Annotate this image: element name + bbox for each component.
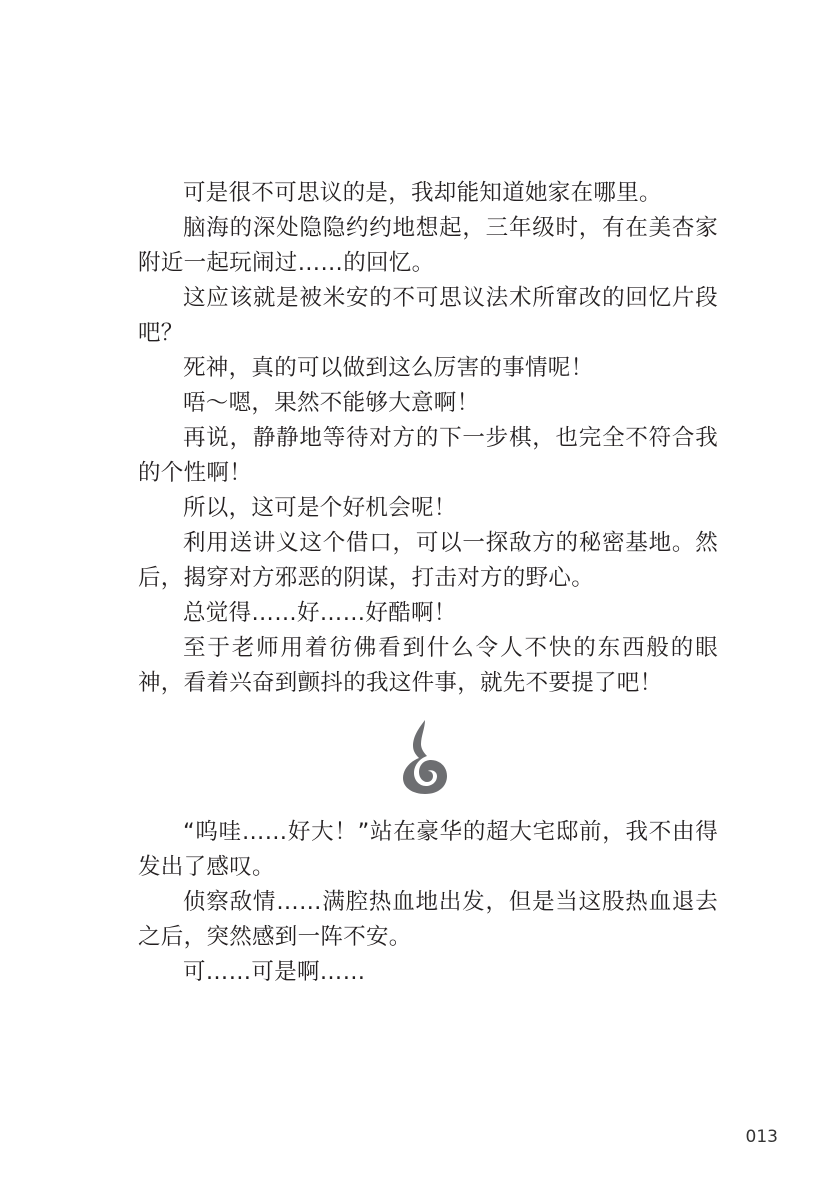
paragraph: 侦察敌情……满腔热血地出发，但是当这股热血退去之后，突然感到一阵不安。 (138, 889, 718, 950)
paragraph: “呜哇……好大！”站在豪华的超大宅邸前，我不由得发出了感叹。 (138, 819, 718, 880)
paragraph: 所以，这可是个好机会呢！ (183, 495, 457, 521)
paragraph: 可……可是啊…… (183, 959, 366, 985)
section-two-text (138, 815, 718, 990)
paragraph: 这应该就是被米安的不可思议法术所窜改的回忆片段吧？ (138, 285, 718, 346)
paragraph: 唔～嗯，果然不能够大意啊！ (183, 390, 480, 416)
paragraph: 总觉得……好……好酷啊！ (183, 600, 457, 626)
paragraph: 死神，真的可以做到这么厉害的事情呢！ (183, 355, 594, 381)
flame-swirl-icon (395, 718, 455, 794)
paragraph: 脑海的深处隐隐约约地想起，三年级时，有在美杏家附近一起玩闹过……的回忆。 (138, 215, 718, 276)
section-one-text (138, 176, 718, 701)
paragraph: 再说，静静地等待对方的下一步棋，也完全不符合我的个性啊！ (138, 425, 718, 486)
page-number: 013 (745, 1127, 778, 1147)
paragraph: 利用送讲义这个借口，可以一探敌方的秘密基地。然后，揭穿对方邪恶的阴谋，打击对方的野心。 (138, 530, 718, 591)
paragraph: 可是很不可思议的是，我却能知道她家在哪里。 (183, 180, 662, 206)
paragraph: 至于老师用着彷佛看到什么令人不快的东西般的眼神，看着兴奋到颤抖的我这件事，就先不要提了吧！ (138, 635, 718, 696)
